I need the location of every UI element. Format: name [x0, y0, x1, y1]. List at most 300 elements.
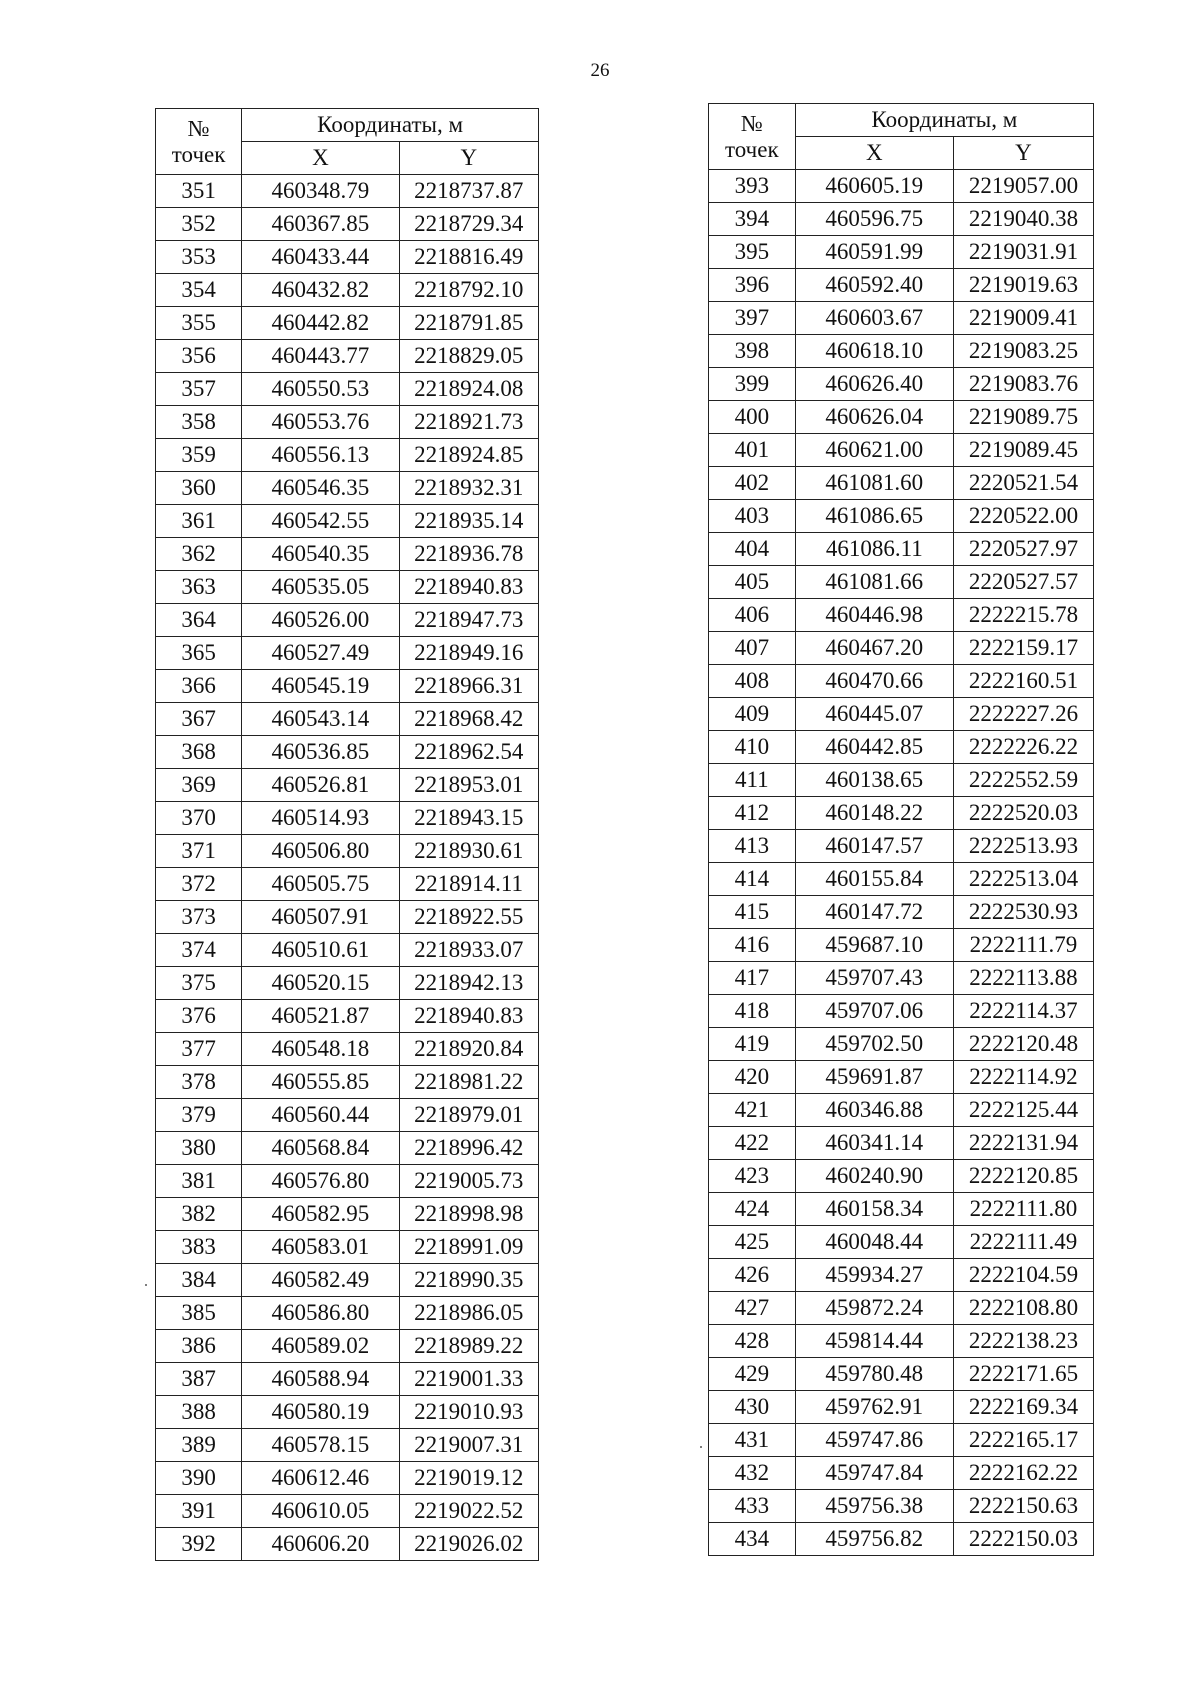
- y-coordinate-cell: 2218953.01: [399, 769, 538, 802]
- table-row: [156, 868, 539, 901]
- coordinates-table-right: [708, 103, 1094, 1556]
- header-x: X: [795, 137, 953, 170]
- table-row: [709, 335, 1094, 368]
- table-row: [156, 538, 539, 571]
- point-number-cell: 423: [709, 1160, 796, 1193]
- table-row: [156, 604, 539, 637]
- x-coordinate-cell: 459707.43: [795, 962, 953, 995]
- y-coordinate-cell: 2218936.78: [399, 538, 538, 571]
- x-coordinate-cell: 460367.85: [242, 208, 399, 241]
- header-no: №: [740, 110, 763, 136]
- y-coordinate-cell: 2222513.93: [953, 830, 1093, 863]
- x-coordinate-cell: 460147.72: [795, 896, 953, 929]
- y-coordinate-cell: 2218935.14: [399, 505, 538, 538]
- table-row: [709, 170, 1094, 203]
- point-number-cell: 432: [709, 1457, 796, 1490]
- y-coordinate-cell: 2218968.42: [399, 703, 538, 736]
- y-coordinate-cell: 2219031.91: [953, 236, 1093, 269]
- table-row: [156, 1033, 539, 1066]
- x-coordinate-cell: 460626.40: [795, 368, 953, 401]
- point-number-cell: 355: [156, 307, 242, 340]
- header-y: Y: [399, 142, 538, 175]
- x-coordinate-cell: 460568.84: [242, 1132, 399, 1165]
- x-coordinate-cell: 461086.65: [795, 500, 953, 533]
- table-row: [156, 340, 539, 373]
- y-coordinate-cell: 2218933.07: [399, 934, 538, 967]
- y-coordinate-cell: 2222111.80: [953, 1193, 1093, 1226]
- point-number-cell: 374: [156, 934, 242, 967]
- y-coordinate-cell: 2222114.92: [953, 1061, 1093, 1094]
- x-coordinate-cell: 460521.87: [242, 1000, 399, 1033]
- y-coordinate-cell: 2218981.22: [399, 1066, 538, 1099]
- y-coordinate-cell: 2218924.85: [399, 439, 538, 472]
- point-number-cell: 383: [156, 1231, 242, 1264]
- table-row: [156, 1429, 539, 1462]
- y-coordinate-cell: 2222138.23: [953, 1325, 1093, 1358]
- point-number-cell: 427: [709, 1292, 796, 1325]
- table-row: [156, 1000, 539, 1033]
- table-row: [709, 830, 1094, 863]
- y-coordinate-cell: 2222150.63: [953, 1490, 1093, 1523]
- x-coordinate-cell: 459747.84: [795, 1457, 953, 1490]
- table-row: [709, 401, 1094, 434]
- table-row: [709, 203, 1094, 236]
- table-row: [709, 1127, 1094, 1160]
- x-coordinate-cell: 460507.91: [242, 901, 399, 934]
- x-coordinate-cell: 460433.44: [242, 241, 399, 274]
- point-number-cell: 390: [156, 1462, 242, 1495]
- x-coordinate-cell: 460546.35: [242, 472, 399, 505]
- y-coordinate-cell: 2218914.11: [399, 868, 538, 901]
- x-coordinate-cell: 460506.80: [242, 835, 399, 868]
- y-coordinate-cell: 2222165.17: [953, 1424, 1093, 1457]
- table-row: [709, 797, 1094, 830]
- y-coordinate-cell: 2222114.37: [953, 995, 1093, 1028]
- table-row: [709, 368, 1094, 401]
- y-coordinate-cell: 2218986.05: [399, 1297, 538, 1330]
- table-row: [156, 637, 539, 670]
- point-number-cell: 388: [156, 1396, 242, 1429]
- x-coordinate-cell: 460540.35: [242, 538, 399, 571]
- y-coordinate-cell: 2222113.88: [953, 962, 1093, 995]
- y-coordinate-cell: 2218942.13: [399, 967, 538, 1000]
- table-row: [709, 1358, 1094, 1391]
- point-number-cell: 367: [156, 703, 242, 736]
- table-row: [156, 1495, 539, 1528]
- point-number-cell: 394: [709, 203, 796, 236]
- x-coordinate-cell: 460148.22: [795, 797, 953, 830]
- y-coordinate-cell: 2222111.49: [953, 1226, 1093, 1259]
- table-row: [709, 1523, 1094, 1556]
- y-coordinate-cell: 2218979.01: [399, 1099, 538, 1132]
- point-number-cell: 404: [709, 533, 796, 566]
- x-coordinate-cell: 460591.99: [795, 236, 953, 269]
- x-coordinate-cell: 460583.01: [242, 1231, 399, 1264]
- x-coordinate-cell: 460582.49: [242, 1264, 399, 1297]
- table-row: [156, 1528, 539, 1561]
- table-row: [156, 1066, 539, 1099]
- header-no: №: [187, 115, 210, 141]
- table-row: [156, 967, 539, 1000]
- x-coordinate-cell: 460589.02: [242, 1330, 399, 1363]
- point-number-cell: 365: [156, 637, 242, 670]
- point-number-cell: 433: [709, 1490, 796, 1523]
- point-number-cell: 368: [156, 736, 242, 769]
- point-number-cell: 417: [709, 962, 796, 995]
- table-row: [709, 1259, 1094, 1292]
- x-coordinate-cell: 460605.19: [795, 170, 953, 203]
- x-coordinate-cell: 460520.15: [242, 967, 399, 1000]
- point-number-cell: 405: [709, 566, 796, 599]
- y-coordinate-cell: 2222160.51: [953, 665, 1093, 698]
- point-number-cell: 413: [709, 830, 796, 863]
- point-number-cell: 410: [709, 731, 796, 764]
- x-coordinate-cell: 460526.00: [242, 604, 399, 637]
- table-row: [156, 1264, 539, 1297]
- y-coordinate-cell: 2219009.41: [953, 302, 1093, 335]
- table-row: [709, 1490, 1094, 1523]
- point-number-cell: 376: [156, 1000, 242, 1033]
- x-coordinate-cell: 460348.79: [242, 175, 399, 208]
- y-coordinate-cell: 2219089.45: [953, 434, 1093, 467]
- y-coordinate-cell: 2218966.31: [399, 670, 538, 703]
- y-coordinate-cell: 2222552.59: [953, 764, 1093, 797]
- table-row: [709, 731, 1094, 764]
- scan-speck: [145, 1284, 147, 1286]
- table-row: [156, 835, 539, 868]
- table-row: [709, 533, 1094, 566]
- y-coordinate-cell: 2220527.97: [953, 533, 1093, 566]
- table-row: [709, 269, 1094, 302]
- point-number-cell: 429: [709, 1358, 796, 1391]
- point-number-cell: 354: [156, 274, 242, 307]
- table-row: [709, 632, 1094, 665]
- table-row: [709, 1193, 1094, 1226]
- point-number-cell: 409: [709, 698, 796, 731]
- y-coordinate-cell: 2219083.25: [953, 335, 1093, 368]
- point-number-cell: 385: [156, 1297, 242, 1330]
- y-coordinate-cell: 2222125.44: [953, 1094, 1093, 1127]
- table-row: [156, 802, 539, 835]
- point-number-cell: 360: [156, 472, 242, 505]
- table-row: [156, 934, 539, 967]
- point-number-cell: 363: [156, 571, 242, 604]
- y-coordinate-cell: 2219040.38: [953, 203, 1093, 236]
- y-coordinate-cell: 2219001.33: [399, 1363, 538, 1396]
- table-row: [709, 1094, 1094, 1127]
- x-coordinate-cell: 460576.80: [242, 1165, 399, 1198]
- point-number-cell: 421: [709, 1094, 796, 1127]
- point-number-cell: 352: [156, 208, 242, 241]
- y-coordinate-cell: 2218991.09: [399, 1231, 538, 1264]
- y-coordinate-cell: 2222159.17: [953, 632, 1093, 665]
- y-coordinate-cell: 2222162.22: [953, 1457, 1093, 1490]
- point-number-cell: 393: [709, 170, 796, 203]
- table-row: [709, 1028, 1094, 1061]
- table-row: [156, 307, 539, 340]
- table-row: [709, 1391, 1094, 1424]
- y-coordinate-cell: 2220521.54: [953, 467, 1093, 500]
- x-coordinate-cell: 459814.44: [795, 1325, 953, 1358]
- point-number-cell: 407: [709, 632, 796, 665]
- header-x: X: [242, 142, 399, 175]
- point-number-cell: 431: [709, 1424, 796, 1457]
- table-row: [156, 406, 539, 439]
- table-row: [156, 439, 539, 472]
- x-coordinate-cell: 460526.81: [242, 769, 399, 802]
- table-row: [156, 703, 539, 736]
- y-coordinate-cell: 2218829.05: [399, 340, 538, 373]
- y-coordinate-cell: 2218943.15: [399, 802, 538, 835]
- y-coordinate-cell: 2218940.83: [399, 571, 538, 604]
- point-number-cell: 401: [709, 434, 796, 467]
- table-row: [709, 896, 1094, 929]
- y-coordinate-cell: 2218930.61: [399, 835, 538, 868]
- x-coordinate-cell: 460446.98: [795, 599, 953, 632]
- y-coordinate-cell: 2218737.87: [399, 175, 538, 208]
- point-number-cell: 426: [709, 1259, 796, 1292]
- table-row: [709, 698, 1094, 731]
- x-coordinate-cell: 460588.94: [242, 1363, 399, 1396]
- scan-speck: [700, 1446, 702, 1448]
- y-coordinate-cell: 2219005.73: [399, 1165, 538, 1198]
- point-number-cell: 422: [709, 1127, 796, 1160]
- y-coordinate-cell: 2222520.03: [953, 797, 1093, 830]
- y-coordinate-cell: 2222131.94: [953, 1127, 1093, 1160]
- table-row: [156, 1099, 539, 1132]
- y-coordinate-cell: 2219083.76: [953, 368, 1093, 401]
- x-coordinate-cell: 459756.82: [795, 1523, 953, 1556]
- table-row: [156, 274, 539, 307]
- table-row: [709, 1061, 1094, 1094]
- point-number-cell: 391: [156, 1495, 242, 1528]
- y-coordinate-cell: 2222120.85: [953, 1160, 1093, 1193]
- point-number-cell: 369: [156, 769, 242, 802]
- table-body-right: [709, 170, 1094, 1556]
- x-coordinate-cell: 460147.57: [795, 830, 953, 863]
- point-number-cell: 382: [156, 1198, 242, 1231]
- table-row: [709, 665, 1094, 698]
- point-number-cell: 400: [709, 401, 796, 434]
- y-coordinate-cell: 2222104.59: [953, 1259, 1093, 1292]
- table-row: [156, 373, 539, 406]
- x-coordinate-cell: 460240.90: [795, 1160, 953, 1193]
- point-number-cell: 386: [156, 1330, 242, 1363]
- table-row: [156, 736, 539, 769]
- table-row: [709, 1457, 1094, 1490]
- x-coordinate-cell: 460603.67: [795, 302, 953, 335]
- y-coordinate-cell: 2218998.98: [399, 1198, 538, 1231]
- x-coordinate-cell: 460527.49: [242, 637, 399, 670]
- point-number-cell: 351: [156, 175, 242, 208]
- x-coordinate-cell: 461086.11: [795, 533, 953, 566]
- header-y: Y: [953, 137, 1093, 170]
- point-number-cell: 364: [156, 604, 242, 637]
- table-row: [709, 863, 1094, 896]
- y-coordinate-cell: 2222227.26: [953, 698, 1093, 731]
- table-row: [709, 1292, 1094, 1325]
- x-coordinate-cell: 459762.91: [795, 1391, 953, 1424]
- x-coordinate-cell: 460586.80: [242, 1297, 399, 1330]
- x-coordinate-cell: 460467.20: [795, 632, 953, 665]
- table-body-left: [156, 175, 539, 1561]
- x-coordinate-cell: 459934.27: [795, 1259, 953, 1292]
- x-coordinate-cell: 460556.13: [242, 439, 399, 472]
- point-number-cell: 372: [156, 868, 242, 901]
- y-coordinate-cell: 2222513.04: [953, 863, 1093, 896]
- table-row: [156, 670, 539, 703]
- y-coordinate-cell: 2222171.65: [953, 1358, 1093, 1391]
- x-coordinate-cell: 460341.14: [795, 1127, 953, 1160]
- y-coordinate-cell: 2222108.80: [953, 1292, 1093, 1325]
- point-number-cell: 414: [709, 863, 796, 896]
- x-coordinate-cell: 460346.88: [795, 1094, 953, 1127]
- y-coordinate-cell: 2218947.73: [399, 604, 538, 637]
- x-coordinate-cell: 460442.85: [795, 731, 953, 764]
- point-number-cell: 361: [156, 505, 242, 538]
- point-number-cell: 399: [709, 368, 796, 401]
- table-row: [156, 1396, 539, 1429]
- x-coordinate-cell: 460550.53: [242, 373, 399, 406]
- table-row: [156, 1363, 539, 1396]
- table-row: [156, 1297, 539, 1330]
- header-points: точек: [171, 141, 226, 167]
- x-coordinate-cell: 460443.77: [242, 340, 399, 373]
- point-number-cell: 359: [156, 439, 242, 472]
- point-number-cell: 420: [709, 1061, 796, 1094]
- y-coordinate-cell: 2222226.22: [953, 731, 1093, 764]
- y-coordinate-cell: 2218920.84: [399, 1033, 538, 1066]
- x-coordinate-cell: 460606.20: [242, 1528, 399, 1561]
- point-number-cell: 398: [709, 335, 796, 368]
- table-row: [156, 175, 539, 208]
- point-number-cell: 377: [156, 1033, 242, 1066]
- y-coordinate-cell: 2222111.79: [953, 929, 1093, 962]
- x-coordinate-cell: 460621.00: [795, 434, 953, 467]
- y-coordinate-cell: 2219019.63: [953, 269, 1093, 302]
- x-coordinate-cell: 460470.66: [795, 665, 953, 698]
- y-coordinate-cell: 2218792.10: [399, 274, 538, 307]
- point-number-cell: 395: [709, 236, 796, 269]
- y-coordinate-cell: 2218921.73: [399, 406, 538, 439]
- y-coordinate-cell: 2218729.34: [399, 208, 538, 241]
- y-coordinate-cell: 2222215.78: [953, 599, 1093, 632]
- point-number-cell: 402: [709, 467, 796, 500]
- table-row: [156, 1231, 539, 1264]
- y-coordinate-cell: 2219022.52: [399, 1495, 538, 1528]
- x-coordinate-cell: 459687.10: [795, 929, 953, 962]
- point-number-cell: 387: [156, 1363, 242, 1396]
- x-coordinate-cell: 460553.76: [242, 406, 399, 439]
- x-coordinate-cell: 460618.10: [795, 335, 953, 368]
- point-number-cell: 362: [156, 538, 242, 571]
- point-number-cell: 406: [709, 599, 796, 632]
- x-coordinate-cell: 459691.87: [795, 1061, 953, 1094]
- y-coordinate-cell: 2222169.34: [953, 1391, 1093, 1424]
- point-number-cell: 379: [156, 1099, 242, 1132]
- table-row: [156, 769, 539, 802]
- table-row: [709, 1226, 1094, 1259]
- point-number-cell: 412: [709, 797, 796, 830]
- y-coordinate-cell: 2218940.83: [399, 1000, 538, 1033]
- y-coordinate-cell: 2219057.00: [953, 170, 1093, 203]
- table-row: [709, 236, 1094, 269]
- point-number-cell: 373: [156, 901, 242, 934]
- point-number-cell: 403: [709, 500, 796, 533]
- table-row: [156, 208, 539, 241]
- table-row: [709, 500, 1094, 533]
- table-row: [156, 241, 539, 274]
- point-number-cell: 415: [709, 896, 796, 929]
- point-number-cell: 424: [709, 1193, 796, 1226]
- x-coordinate-cell: 460445.07: [795, 698, 953, 731]
- x-coordinate-cell: 459872.24: [795, 1292, 953, 1325]
- table-row: [709, 962, 1094, 995]
- y-coordinate-cell: 2222530.93: [953, 896, 1093, 929]
- x-coordinate-cell: 460578.15: [242, 1429, 399, 1462]
- x-coordinate-cell: 460545.19: [242, 670, 399, 703]
- point-number-cell: 378: [156, 1066, 242, 1099]
- table-row: [709, 764, 1094, 797]
- point-number-cell: 418: [709, 995, 796, 1028]
- x-coordinate-cell: 461081.66: [795, 566, 953, 599]
- y-coordinate-cell: 2218816.49: [399, 241, 538, 274]
- y-coordinate-cell: 2219089.75: [953, 401, 1093, 434]
- x-coordinate-cell: 460048.44: [795, 1226, 953, 1259]
- point-number-cell: 425: [709, 1226, 796, 1259]
- point-number-cell: 356: [156, 340, 242, 373]
- y-coordinate-cell: 2218924.08: [399, 373, 538, 406]
- point-number-cell: 381: [156, 1165, 242, 1198]
- x-coordinate-cell: 459756.38: [795, 1490, 953, 1523]
- point-number-cell: 389: [156, 1429, 242, 1462]
- x-coordinate-cell: 460582.95: [242, 1198, 399, 1231]
- point-number-cell: 434: [709, 1523, 796, 1556]
- x-coordinate-cell: 460555.85: [242, 1066, 399, 1099]
- x-coordinate-cell: 460560.44: [242, 1099, 399, 1132]
- x-coordinate-cell: 459780.48: [795, 1358, 953, 1391]
- y-coordinate-cell: 2218962.54: [399, 736, 538, 769]
- x-coordinate-cell: 460612.46: [242, 1462, 399, 1495]
- y-coordinate-cell: 2218996.42: [399, 1132, 538, 1165]
- header-point-number: [156, 109, 242, 175]
- y-coordinate-cell: 2218990.35: [399, 1264, 538, 1297]
- point-number-cell: 357: [156, 373, 242, 406]
- table-row: [156, 571, 539, 604]
- table-row: [709, 1160, 1094, 1193]
- point-number-cell: 392: [156, 1528, 242, 1561]
- point-number-cell: 419: [709, 1028, 796, 1061]
- table-row: [709, 467, 1094, 500]
- x-coordinate-cell: 460505.75: [242, 868, 399, 901]
- point-number-cell: 428: [709, 1325, 796, 1358]
- table-row: [156, 1132, 539, 1165]
- point-number-cell: 384: [156, 1264, 242, 1297]
- table-row: [709, 995, 1094, 1028]
- y-coordinate-cell: 2218922.55: [399, 901, 538, 934]
- y-coordinate-cell: 2220522.00: [953, 500, 1093, 533]
- x-coordinate-cell: 459747.86: [795, 1424, 953, 1457]
- point-number-cell: 416: [709, 929, 796, 962]
- y-coordinate-cell: 2219026.02: [399, 1528, 538, 1561]
- y-coordinate-cell: 2219007.31: [399, 1429, 538, 1462]
- x-coordinate-cell: 460432.82: [242, 274, 399, 307]
- point-number-cell: 380: [156, 1132, 242, 1165]
- table-row: [156, 505, 539, 538]
- y-coordinate-cell: 2219010.93: [399, 1396, 538, 1429]
- y-coordinate-cell: 2222120.48: [953, 1028, 1093, 1061]
- x-coordinate-cell: 460610.05: [242, 1495, 399, 1528]
